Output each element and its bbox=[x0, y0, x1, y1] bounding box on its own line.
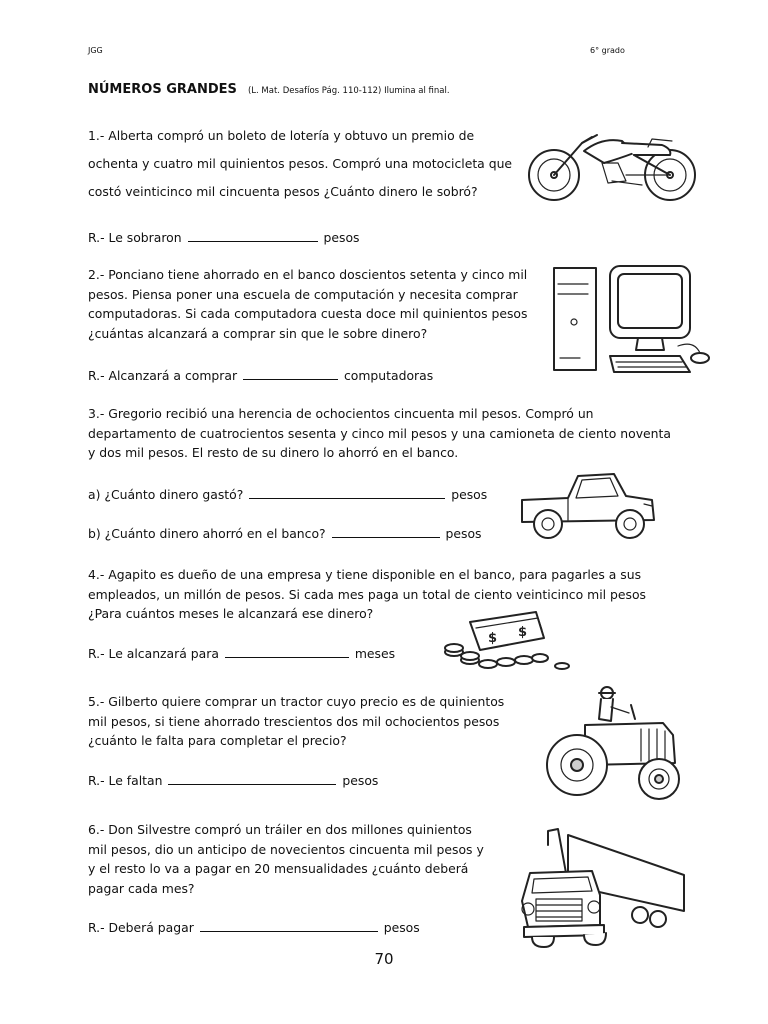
answer-5 bbox=[88, 771, 378, 791]
answer-unit: meses bbox=[354, 646, 396, 661]
answer-6 bbox=[88, 918, 420, 938]
problem-line: y dos mil pesos. El resto de su dinero lo ahorró en el banco. bbox=[88, 445, 459, 460]
answer-blank[interactable] bbox=[188, 229, 318, 242]
problem-line: 2.- Ponciano tiene ahorrado en el banco doscientos setenta y cinco mil bbox=[88, 267, 528, 282]
problem-line: departamento de cuatrocientos sesenta y cinco mil pesos y una camioneta de ciento noventa bbox=[88, 425, 671, 441]
answer-unit: pesos bbox=[342, 773, 379, 788]
answer-unit: pesos bbox=[383, 920, 420, 935]
problem-line: y el resto lo va a pagar en 20 mensualidades ¿cuánto deberá bbox=[88, 861, 469, 876]
answer-blank[interactable] bbox=[168, 772, 336, 785]
answer-unit: pesos bbox=[451, 487, 488, 502]
problem-line: ochenta y cuatro mil quinientos pesos. Compró una motocicleta que bbox=[88, 156, 513, 171]
answer-label: R.- Le alcanzará para bbox=[88, 646, 219, 661]
computer-illustration bbox=[550, 262, 725, 377]
answer-label: b) ¿Cuánto dinero ahorró en el banco? bbox=[88, 526, 326, 541]
svg-text:$: $ bbox=[518, 625, 528, 640]
semi-truck-illustration bbox=[508, 825, 688, 950]
problem-line: costó veinticinco mil cincuenta pesos ¿Cuánto dinero le sobró? bbox=[88, 184, 478, 199]
problem-line: computadoras. Si cada computadora cuesta doce mil quinientos pesos bbox=[88, 306, 528, 321]
answer-label: R.- Deberá pagar bbox=[88, 920, 194, 935]
pickup-truck-illustration bbox=[518, 466, 658, 546]
problem-line: mil pesos, dio un anticipo de novecientos cincuenta mil pesos y bbox=[88, 841, 484, 857]
answer-label: R.- Alcanzará a comprar bbox=[88, 368, 238, 383]
answer-label: a) ¿Cuánto dinero gastó? bbox=[88, 487, 244, 502]
answer-blank[interactable] bbox=[243, 367, 338, 380]
problem-line: 1.- Alberta compró un boleto de lotería y obtuvo un premio de bbox=[88, 128, 475, 143]
page-title: NÚMEROS GRANDES bbox=[88, 82, 237, 97]
money-illustration bbox=[440, 608, 575, 673]
problem-line: ¿Para cuántos meses le alcanzará ese dinero? bbox=[88, 606, 374, 621]
answer-4 bbox=[88, 644, 395, 664]
answer-label: R.- Le sobraron bbox=[88, 230, 182, 245]
problem-1 bbox=[88, 122, 528, 206]
header-initials: JGG bbox=[88, 46, 103, 55]
problem-2 bbox=[88, 265, 548, 343]
problem-4 bbox=[88, 565, 688, 624]
answer-unit: computadoras bbox=[343, 368, 434, 383]
svg-text:$: $ bbox=[488, 631, 498, 646]
problem-line: ¿cuánto le falta para completar el precio? bbox=[88, 733, 347, 748]
problem-line: 5.- Gilberto quiere comprar un tractor cuyo precio es de quinientos bbox=[88, 694, 505, 709]
problem-line: mil pesos, si tiene ahorrado trescientos dos mil ochocientos pesos bbox=[88, 713, 500, 729]
problem-line: 4.- Agapito es dueño de una empresa y tiene disponible en el banco, para pagarles a sus bbox=[88, 567, 642, 582]
problem-5 bbox=[88, 692, 538, 751]
answer-blank[interactable] bbox=[249, 486, 445, 499]
answer-1 bbox=[88, 228, 360, 248]
answer-blank[interactable] bbox=[332, 525, 440, 538]
problem-line: 6.- Don Silvestre compró un tráiler en dos millones quinientos bbox=[88, 822, 472, 837]
problem-3 bbox=[88, 404, 680, 463]
problem-line: empleados, un millón de pesos. Si cada mes paga un total de ciento veinticinco mil pesos bbox=[88, 586, 647, 602]
answer-2 bbox=[88, 366, 433, 386]
answer-3b bbox=[88, 524, 482, 544]
problem-line: pagar cada mes? bbox=[88, 880, 195, 896]
tractor-illustration bbox=[545, 685, 690, 810]
answer-label: R.- Le faltan bbox=[88, 773, 163, 788]
header-grade: 6° grado bbox=[590, 46, 625, 55]
answer-3a bbox=[88, 485, 487, 505]
problem-6 bbox=[88, 820, 500, 898]
answer-unit: pesos bbox=[445, 526, 482, 541]
page-subtitle: (L. Mat. Desafíos Pág. 110-112) Ilumina al final. bbox=[247, 86, 450, 96]
title-row bbox=[88, 78, 450, 97]
problem-line: 3.- Gregorio recibió una herencia de ochocientos cincuenta mil pesos. Compró un bbox=[88, 406, 594, 421]
answer-blank[interactable] bbox=[225, 645, 349, 658]
answer-blank[interactable] bbox=[200, 919, 378, 932]
answer-unit: pesos bbox=[323, 230, 360, 245]
page-number: 70 bbox=[374, 950, 394, 968]
problem-line: ¿cuántas alcanzará a comprar sin que le sobre dinero? bbox=[88, 325, 428, 341]
motorcycle-illustration bbox=[522, 115, 702, 215]
problem-line: pesos. Piensa poner una escuela de computación y necesita comprar bbox=[88, 286, 518, 302]
